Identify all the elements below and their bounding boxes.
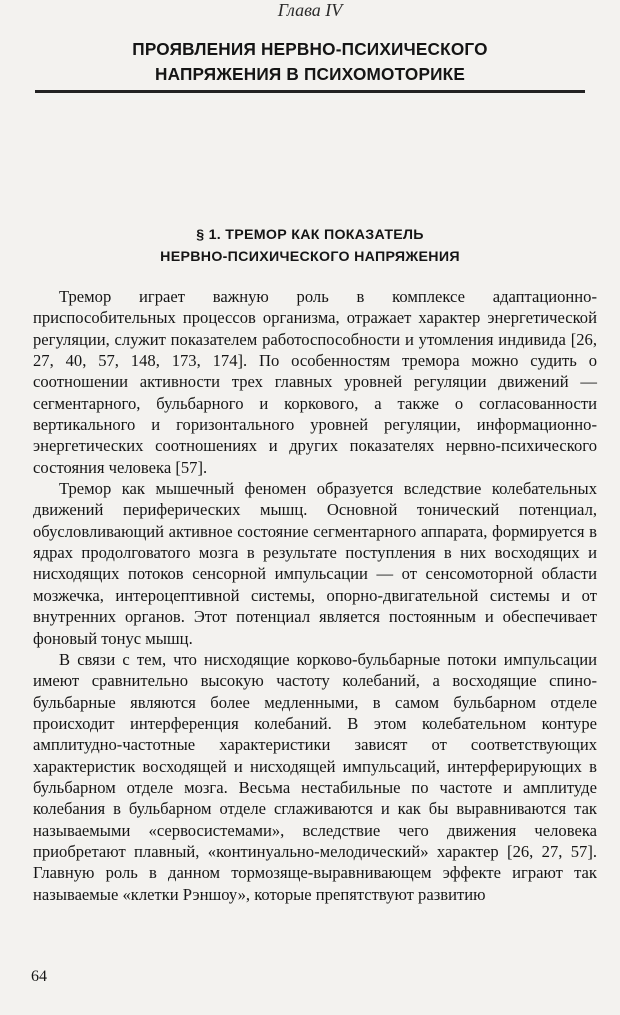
page-number: 64 (31, 968, 47, 985)
paragraph-1: Тремор играет важную роль в комплексе адаптационно-приспособительных процессов организма, отражает характер энергетической регуляции, служит показателем работоспособности и утомления индивида [26, 27, 40, 57, 148, 173, 174]. По особенностям тремора можно судить о соотношении активности трех главных уровней регуляции движений — сегментарного, бульбарного и коркового, а также о согласованности вертикального и горизонтального уровней регуляции, информационно-энергетических соотношениях и других показателях нервно-психического состояния человека [57]. (33, 287, 597, 477)
chapter-title-line-2: НАПРЯЖЕНИЯ В ПСИХОМОТОРИКЕ (154, 64, 466, 84)
section-heading-line-2: НЕРВНО-ПСИХИЧЕСКОГО НАПРЯЖЕНИЯ (160, 249, 460, 265)
running-head: Глава IV (277, 0, 343, 20)
chapter-title-rule (35, 90, 585, 93)
chapter-title-line-1: ПРОЯВЛЕНИЯ НЕРВНО-ПСИХИЧЕСКОГО (132, 39, 488, 59)
paragraph-3: В связи с тем, что нисходящие корково-бульбарные потоки импульсации имеют сравнительно высокую частоту колебаний, а восходящие спино-бульбарные являются более медленными, в самом бульбарном отделе происходит интерференция колебаний. В этом колебательном контуре амплитудно-частотные характеристики зависят от соответствующих характеристик восходящей и нисходящей импульсаций, интерферирующих в бульбарном отделе мозга. Весьма нестабильные по частоте и амплитуде колебания в бульбарном отделе сглаживаются и как бы выравниваются так называемыми «сервосистемами», вследствие чего движения человека приобретают плавный, «континуально-мелодический» характер [26, 27, 57]. Главную роль в данном тормозяще-выравнивающем эффекте играют так называемые «клетки Рэншоу», которые препятствуют развитию (33, 649, 597, 904)
body-text (33, 286, 597, 905)
chapter-title (60, 37, 560, 87)
paragraph-2: Тремор как мышечный феномен образуется вследствие колебательных движений периферических мышц. Основной тонический потенциал, обусловливающий активное состояние сегментарного аппарата, формируется в ядрах продолговатого мозга в результате поступления в них восходящих и нисходящих потоков сенсорной импульсации — от сенсомоторной области мозжечка, интероцептивной системы, опорно-двигательной системы и от внутренних органов. Этот потенциал является постоянным и обеспечивает фоновый тонус мышц. (33, 479, 597, 648)
section-heading-line-1: § 1. ТРЕМОР КАК ПОКАЗАТЕЛЬ (196, 227, 424, 243)
section-heading (95, 224, 525, 268)
